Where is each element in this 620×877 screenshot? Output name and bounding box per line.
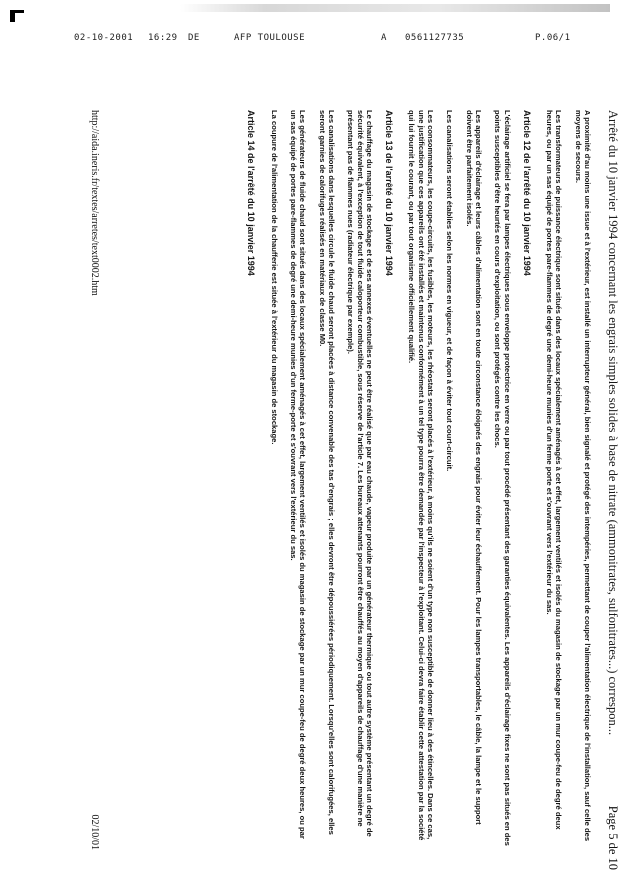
footer-date: 02/10/01: [89, 814, 100, 850]
fax-page: P.06/1: [535, 33, 571, 43]
fax-de-label: DE: [188, 33, 200, 43]
paragraph: L'éclairage artificiel se fera par lampes électriques sous enveloppe protectrice en verre ou par tout procédé présentant des garanties équivalentes. Les appareils d'éclairage fixes ne sont pas situés en des points susceptibles d'être heurtés en cours d'exploitation, ou sont protégés contre les chocs.: [493, 110, 512, 846]
rotated-page: [40, 110, 620, 870]
article-heading: Article 14 de l'arrêté du 10 janvier 1994: [246, 110, 257, 276]
paragraph: Les consommateurs, les coupe-circuits, les fusibles, les moteurs, les rhéostats seront placés à l'extérieur, à moins qu'ils ne soient d'un type non susceptible de donner lieu à des étincelles. Dans ce cas, une justification que ces appareils ont été installés et maintenus conformément à un tel type pourra être demandée par l'inspecteur à l'exploitant. Celui-ci devra faire établir cette attestation par la société qui lui fournit le courant, ou par tout organisme officiellement qualifié.: [407, 110, 436, 841]
page-number: Page 5 de 10: [606, 805, 620, 870]
document-title: Arrêté du 10 janvier 1994 concernant les engrais simples solides à base de nitrate (ammonitrates, sulfonitrates...) correspon...: [606, 110, 620, 736]
article-heading: Article 13 de l'arrêté du 10 janvier 1994: [384, 110, 395, 276]
paragraph: Les canalisations dans lesquelles circule le fluide chaud seront placées à distance convenable des tas d'engrais ; elles devront être dépoussiérées périodiquement. Lorsqu'elles sont calorifugées, elles seront garnies de calorifuges réalisés en matériaux de classe M0.: [317, 110, 336, 835]
scan-artifact: [180, 4, 610, 12]
fax-date: 02-10-2001: [74, 33, 134, 43]
paragraph: La coupure de l'alimentation de la chaufferie est située à l'extérieur du magasin de stockage.: [269, 110, 279, 445]
paragraph: A proximité d'au moins une issue et à l'extérieur, est installé un interrupteur général, bien signalé et protégé des intempéries, permettant de couper l'alimentation électrique de l'installation, sauf celle des moyens de secours.: [573, 110, 592, 842]
paragraph: Le chauffage du magasin de stockage et de ses annexes éventuelles ne peut être réalisé que par eau chaude, vapeur produite par un générateur thermique ou tout autre système présentant un degré de sécurité équivalent, à l'exception de tout fluide caloporteur combustible, sous réserve de l'article 7. Les bureaux attenants pourront être chauffés au moyen d'appareils de chauffage d'une manière ne présentant pas de flammes nues (radiateur électrique par exemple).: [346, 110, 374, 837]
fax-sender: AFP TOULOUSE: [234, 33, 306, 43]
paragraph: Les générateurs de fluide chaud sont situés dans des locaux spécialement aménagés à cet effet, largement ventilés et isolés du magasin de stockage par un mur coupe-feu de degré deux heures, ou par un sas équipé de portes pare-flammes de degré une demi-heure munies d'un ferme-porte et s'ouvrant vers l'extérieur du sas.: [289, 110, 308, 839]
paragraph: Les transformateurs de puissance électrique sont situés dans des locaux spécialement aménagés à cet effet, largement ventilés et isolés du magasin de stockage par un mur coupe-feu de degré deux heures, ou par un sas équipé de portes pare-flammes de degré une demi-heure munies d'un ferme porte et s'ouvrant vers l'extérieur du sas.: [545, 110, 564, 830]
document-body: [236, 110, 592, 850]
paragraph: Les appareils d'éclairage et leurs câbles d'alimentation sont en toute circonstance éloignés des engrais pour éviter leur échauffement. Pour les lampes transportables, le câble, la lampe et le support doivent être parfaitement isolés.: [464, 110, 483, 825]
footer-url[interactable]: http://aida.ineris.fr/textes/arretes/text0002.htm: [89, 110, 100, 296]
fax-a-label: A: [381, 33, 387, 43]
article-heading: Article 12 de l'arrêté du 10 janvier 1994: [521, 110, 532, 276]
paragraph: Les canalisations seront établies selon les normes en vigueur, et de façon à éviter tout court-circuit.: [445, 110, 455, 472]
corner-mark: [10, 10, 15, 22]
fax-time: 16:29: [148, 33, 178, 43]
fax-header: [0, 33, 620, 47]
fax-number: 0561127735: [405, 33, 465, 43]
